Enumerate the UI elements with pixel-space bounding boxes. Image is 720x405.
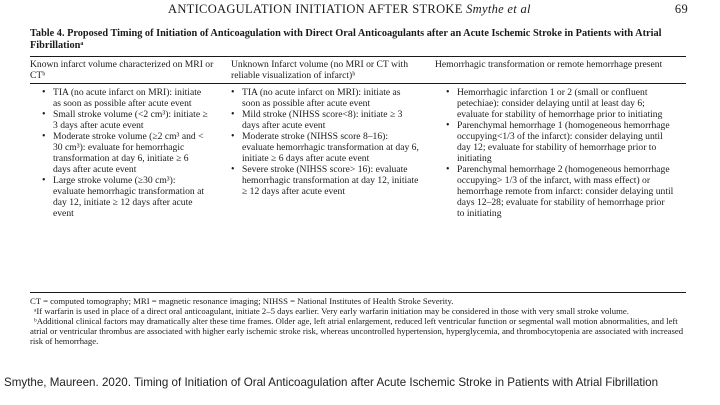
- footnote-a: ᵃIf warfarin is used in place of a direct oral anticoagulant, initiate 2–5 days earlier. Very early warfarin initiation may be considered in those with very small stroke volume.: [34, 306, 629, 316]
- list-item: • Severe stroke (NIHSS score> 16): evaluate hemorrhagic transformation at day 12, initiate ≥ 12 days after acute event: [231, 164, 421, 197]
- column-heading-unknown-volume: Unknown Infarct volume (no MRI or CT with reliable visualization of infarct)ᵇ: [231, 59, 409, 81]
- running-head-title: ANTICOAGULATION INITIATION AFTER STROKE: [168, 2, 463, 16]
- source-caption: Smythe, Maureen. 2020. Timing of Initiation of Oral Anticoagulation after Acute Ischemic Stroke in Patients with Atrial Fibrillation: [4, 376, 659, 389]
- column-hemorrhagic: [446, 87, 674, 219]
- table-header-rule: [30, 83, 686, 84]
- list-item: • TIA (no acute infarct on MRI): initiate as soon as possible after acute event: [231, 87, 421, 109]
- running-header: [168, 2, 688, 17]
- list-item: • Small stroke volume (<2 cm³): initiate ≥ 3 days after acute event: [42, 109, 208, 131]
- column-known-volume: [42, 87, 208, 219]
- table-bottom-rule: [30, 292, 686, 293]
- table-title: Table 4. Proposed Timing of Initiation of Anticoagulation with Direct Oral Anticoagulants after an Acute Ischemic Stroke in Patients with Atrial Fibrillationᵃ: [30, 28, 662, 51]
- list-item: • Parenchymal hemorrhage 1 (homogeneous hemorrhage occupying<1/3 of the infarct): consider delaying until day 12; evaluate for stability of hemorrhage prior to initiating: [446, 120, 674, 164]
- footnote-b: ᵇAdditional clinical factors may dramatically alter these time frames. Older age, left atrial enlargement, reduced left ventricular function or segmental wall motion abnormalities, and left atrial or ventricular thrombus are associated with higher early ischemic stroke risk, whereas uncontrolled hypertension, hyperglycemia, and thrombocytopenia are associated with increased risk of hemorrhage.: [30, 316, 684, 346]
- table-footnotes: [30, 296, 686, 346]
- list-item: • Moderate stroke volume (≥2 cm³ and < 30 cm³): evaluate for hemorrhagic transformation at day 6, initiate ≥ 6 days after acute event: [42, 131, 208, 175]
- list-item: • Mild stroke (NIHSS score<8): initiate ≥ 3 days after acute event: [231, 109, 421, 131]
- list-item: • Hemorrhagic infarction 1 or 2 (small or confluent petechiae): consider delaying until at least day 6; evaluate for stability of hemorrhage prior to initiating: [446, 87, 674, 120]
- column-heading-known-volume: Known infarct volume characterized on MRI or CTᵇ: [30, 59, 214, 81]
- list-item: • Moderate stroke (NIHSS score 8–16): evaluate hemorrhagic transformation at day 6, initiate ≥ 6 days after acute event: [231, 131, 421, 164]
- list-item: • TIA (no acute infarct on MRI): initiate as soon as possible after acute event: [42, 87, 208, 109]
- running-head-author: Smythe et al: [466, 2, 531, 16]
- footnote-abbreviations: CT = computed tomography; MRI = magnetic resonance imaging; NIHSS = National Institutes of Health Stroke Severity.: [30, 296, 454, 306]
- column-unknown-volume: [231, 87, 421, 197]
- list-item: • Parenchymal hemorrhage 2 (homogeneous hemorrhage occupying> 1/3 of the infarct, with mass effect) or hemorrhage remote from infarct: consider delaying until days 12–28; evaluate for stability of hemorrhage prior to initiating: [446, 164, 674, 219]
- column-heading-hemorrhagic: Hemorrhagic transformation or remote hemorrhage present: [435, 59, 663, 70]
- list-item: • Large stroke volume (≥30 cm³): evaluate hemorrhagic transformation at day 12, initiate ≥ 12 days after acute event: [42, 175, 208, 219]
- table-top-rule: [30, 56, 686, 57]
- page-number: 69: [674, 2, 688, 16]
